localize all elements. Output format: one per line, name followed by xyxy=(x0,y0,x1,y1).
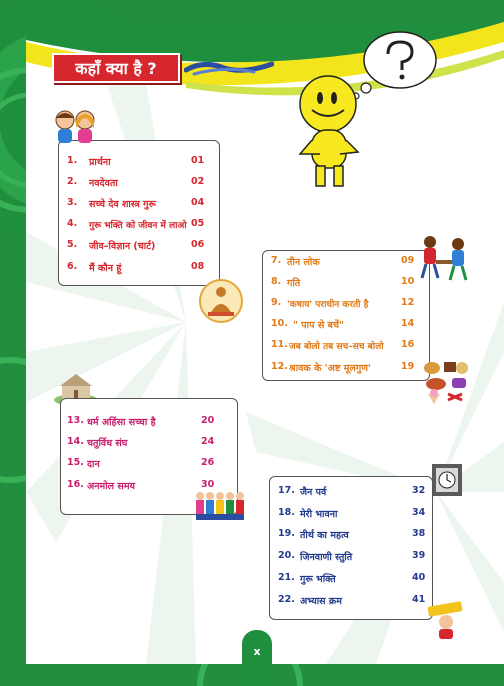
success-boy-icon xyxy=(426,600,466,640)
toc-page-number: 24 xyxy=(201,436,215,447)
toc-page-number: 32 xyxy=(412,485,426,496)
toc-label: जीव–विज्ञान (चार्ट) xyxy=(89,241,156,252)
toc-page-number: 02 xyxy=(191,176,205,187)
toc-page-number: 40 xyxy=(412,572,426,583)
toc-page-number: 20 xyxy=(201,415,215,426)
toc-box-2 xyxy=(262,250,430,381)
page-title: कहाँ क्या है ? xyxy=(52,53,180,83)
toc-label: नवदेवता xyxy=(89,178,118,189)
toc-page-number: 09 xyxy=(401,255,415,266)
toc-label: गुरू भक्ति को जीवन में लाओ xyxy=(89,221,187,231)
tirthankara-idol-icon xyxy=(198,278,244,324)
toc-number: 6. xyxy=(67,261,78,272)
toc-number: 11. xyxy=(271,339,288,350)
toc-page-number: 06 xyxy=(191,239,205,250)
toc-label: श्रावक के 'अष्ट मूलगुण' xyxy=(289,363,371,374)
toc-page-number: 16 xyxy=(401,339,415,350)
toc-label: धर्म अहिंसा सच्चा है xyxy=(87,417,156,428)
toc-number: 3. xyxy=(67,197,78,208)
toc-number: 21. xyxy=(278,572,295,583)
toc-number: 16. xyxy=(67,479,84,490)
toc-label: " पाप से बचें" xyxy=(293,320,344,331)
toc-label: जैन पर्व xyxy=(300,487,327,498)
toc-number: 12. xyxy=(271,361,288,372)
toc-number: 15. xyxy=(67,457,84,468)
toc-page-number: 05 xyxy=(191,218,205,229)
toc-page-number: 26 xyxy=(201,457,215,468)
toc-page-number: 14 xyxy=(401,318,415,329)
toc-label: अनमोल समय xyxy=(87,481,136,492)
toc-page-number: 19 xyxy=(401,361,415,372)
toc-label: गति xyxy=(287,278,301,289)
toc-box-4 xyxy=(269,476,433,620)
toc-page-number: 30 xyxy=(201,479,215,490)
toc-label: मैं कौन हूं xyxy=(89,263,122,274)
toc-page-number: 34 xyxy=(412,507,426,518)
toc-page-number: 39 xyxy=(412,550,426,561)
toc-page-number: 01 xyxy=(191,155,205,166)
children-playing-icon xyxy=(416,232,472,284)
toc-label: तीन लोक xyxy=(287,257,320,268)
toc-number: 17. xyxy=(278,485,295,496)
toc-page-number: 41 xyxy=(412,594,426,605)
toc-page-number: 04 xyxy=(191,197,205,208)
toc-number: 10. xyxy=(271,318,288,329)
toc-number: 4. xyxy=(67,218,78,229)
page-number: x xyxy=(253,645,261,658)
toc-number: 14. xyxy=(67,436,84,447)
toc-page-number: 12 xyxy=(401,297,415,308)
toc-label: सच्चे देव शास्त्र गुरू xyxy=(89,199,156,210)
toc-number: 5. xyxy=(67,239,78,250)
clock-icon xyxy=(430,462,464,498)
children-praying-icon xyxy=(52,108,98,144)
toc-number: 18. xyxy=(278,507,295,518)
toc-number: 9. xyxy=(271,297,282,308)
toc-label: जब बोलो तब सच–सच बोलो xyxy=(289,342,384,352)
toc-number: 20. xyxy=(278,550,295,561)
toc-label: 'कषाय' पराधीन करती है xyxy=(287,300,369,310)
toc-number: 7. xyxy=(271,255,282,266)
food-items-icon xyxy=(422,360,470,404)
toc-page-number: 38 xyxy=(412,528,426,539)
toc-label: प्रार्थना xyxy=(89,157,111,168)
brush-stroke-decoration xyxy=(184,58,274,78)
toc-number: 1. xyxy=(67,155,78,166)
group-of-children-icon xyxy=(194,488,250,522)
toc-number: 22. xyxy=(278,594,295,605)
page-number-tab xyxy=(242,630,272,686)
toc-label: जिनवाणी स्तुति xyxy=(300,552,353,563)
toc-number: 13. xyxy=(67,415,84,426)
toc-label: दान xyxy=(87,459,100,470)
yellow-smiley-character-icon xyxy=(290,74,370,194)
toc-page-number: 08 xyxy=(191,261,205,272)
toc-label: मेरी भावना xyxy=(300,509,338,520)
toc-label: गुरू भक्ति xyxy=(300,574,336,585)
toc-box-1 xyxy=(58,140,220,286)
toc-number: 2. xyxy=(67,176,78,187)
toc-label: चतुर्विध संघ xyxy=(87,438,128,449)
toc-number: 19. xyxy=(278,528,295,539)
toc-number: 8. xyxy=(271,276,282,287)
toc-page-number: 10 xyxy=(401,276,415,287)
toc-label: तीर्थ का महत्व xyxy=(300,530,349,541)
toc-label: अभ्यास क्रम xyxy=(300,596,342,607)
